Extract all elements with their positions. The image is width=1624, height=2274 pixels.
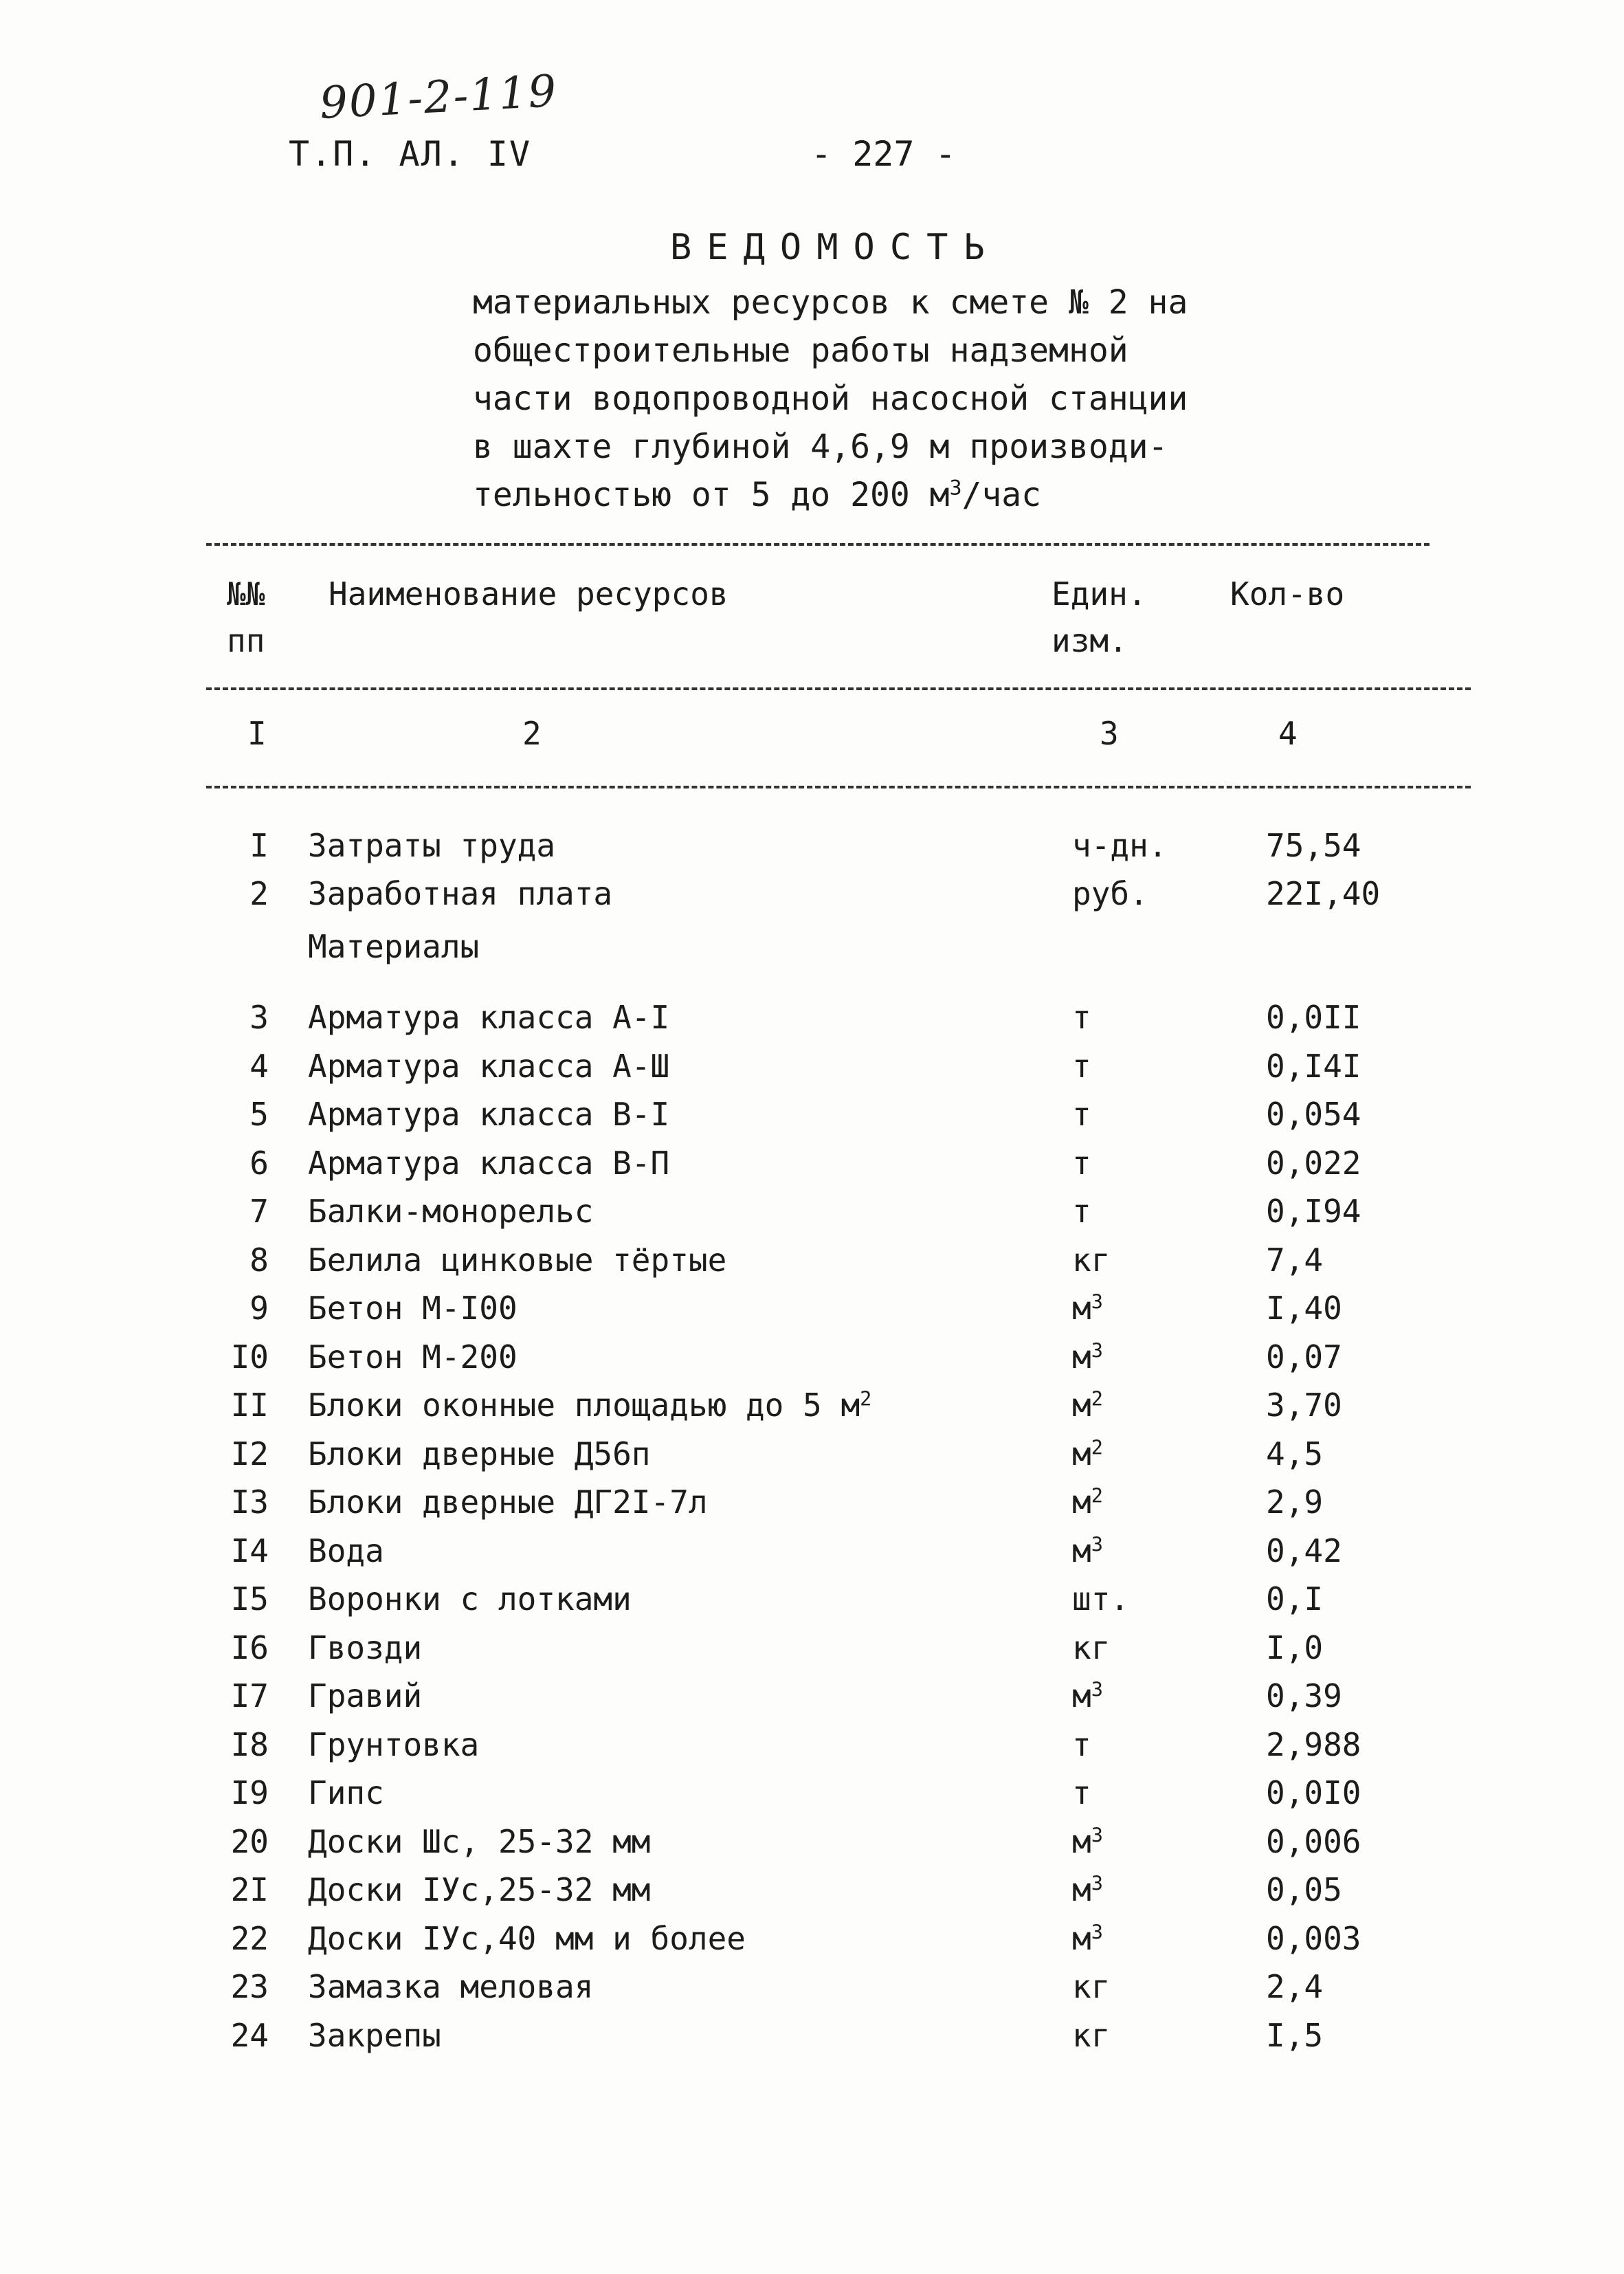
resource-name: Бетон М-I00 xyxy=(308,1290,518,1327)
resource-name: Заработная плата xyxy=(308,875,613,912)
row-number: I4 xyxy=(230,1532,269,1569)
row-number: I3 xyxy=(230,1483,269,1521)
table-row xyxy=(0,1090,1624,1138)
unit: кг xyxy=(1072,1241,1111,1279)
unit: $м^3$ xyxy=(1072,1677,1103,1714)
row-number: 9 xyxy=(249,1290,269,1327)
quantity: 0,I xyxy=(1266,1580,1324,1618)
row-number: 24 xyxy=(230,2016,269,2054)
table-row xyxy=(0,1333,1624,1381)
superscript: 2 xyxy=(1091,1387,1103,1411)
resource-name: Балки-монорельс xyxy=(308,1193,594,1230)
table-row xyxy=(0,1139,1624,1187)
unit: $м^3$ xyxy=(1072,1871,1103,1908)
unit: т xyxy=(1072,1774,1091,1811)
resource-name: Блоки оконные площадью до 5 $м^2$ xyxy=(308,1387,872,1424)
quantity: 0,42 xyxy=(1266,1532,1342,1569)
quantity: 7,4 xyxy=(1266,1241,1324,1279)
superscript: 3 xyxy=(1091,1532,1103,1556)
row-number: 22 xyxy=(230,1919,269,1957)
resource-name: Закрепы xyxy=(308,2016,441,2054)
handwritten-project-code: 901-2-119 xyxy=(318,65,559,130)
unit: т xyxy=(1072,1144,1091,1182)
unit: $м^2$ xyxy=(1072,1435,1103,1472)
superscript: 2 xyxy=(1091,1435,1103,1459)
header-unit xyxy=(1052,571,1146,664)
quantity: 0,05 xyxy=(1266,1871,1342,1908)
unit: т xyxy=(1072,1047,1091,1085)
row-number: I2 xyxy=(230,1435,269,1472)
row-number: II xyxy=(230,1387,269,1424)
unit: $м^3$ xyxy=(1072,1338,1103,1376)
unit: шт. xyxy=(1072,1580,1130,1618)
dashed-rule xyxy=(206,543,1430,546)
table-row xyxy=(0,1527,1624,1575)
table-row xyxy=(0,1624,1624,1672)
table-row xyxy=(0,1914,1624,1963)
unit: $м^3$ xyxy=(1072,1919,1103,1957)
row-number: 3 xyxy=(249,999,269,1036)
superscript: 2 xyxy=(1091,1484,1103,1508)
row-number: I5 xyxy=(230,1580,269,1618)
row-number: 2I xyxy=(230,1871,269,1908)
resource-name: Арматура класса В-П xyxy=(308,1144,670,1182)
quantity: 0,0I0 xyxy=(1266,1774,1361,1811)
unit: $м^3$ xyxy=(1072,1532,1103,1569)
quantity: 0,I94 xyxy=(1266,1193,1361,1230)
superscript: 3 xyxy=(1091,1872,1103,1895)
header-name: Наименование ресурсов xyxy=(329,575,728,612)
unit: $м^2$ xyxy=(1072,1387,1103,1424)
resource-name: Бетон М-200 xyxy=(308,1338,518,1376)
unit: кг xyxy=(1072,1629,1111,1666)
subtitle-line xyxy=(473,471,1188,519)
header-unit-line: Един. xyxy=(1052,575,1147,612)
row-number: I6 xyxy=(230,1629,269,1666)
resource-name: Блоки дверные ДГ2I-7л xyxy=(308,1483,708,1521)
unit: $м^3$ xyxy=(1072,1822,1103,1860)
resource-name: Арматура класса В-I xyxy=(308,1096,670,1133)
row-number: 2 xyxy=(249,875,269,912)
subtitle-line: материальных ресурсов к смете № 2 на xyxy=(473,283,1188,322)
row-number: I0 xyxy=(230,1338,269,1376)
row-number: I xyxy=(249,827,269,864)
quantity: 0,006 xyxy=(1266,1822,1361,1860)
header-unit-line: изм. xyxy=(1052,622,1128,659)
table-row xyxy=(0,1575,1624,1623)
row-number: 7 xyxy=(249,1193,269,1230)
resource-name: Доски IУс,40 мм и более xyxy=(308,1919,746,1957)
resource-name: Арматура класса А-I xyxy=(308,999,670,1036)
quantity: 0,07 xyxy=(1266,1338,1342,1376)
header-number-line: №№ xyxy=(227,575,265,612)
unit: т xyxy=(1072,999,1091,1036)
row-number: 4 xyxy=(249,1047,269,1085)
page-number: - 227 - xyxy=(811,134,956,174)
quantity: 2,988 xyxy=(1266,1725,1361,1763)
quantity: 0,003 xyxy=(1266,1919,1361,1957)
unit: т xyxy=(1072,1725,1091,1763)
document-title: ВЕДОМОСТЬ xyxy=(670,227,1000,268)
unit: т xyxy=(1072,1096,1091,1133)
header-number xyxy=(227,571,265,664)
resource-name: Доски Шс, 25-32 мм xyxy=(308,1822,651,1860)
quantity: 0,39 xyxy=(1266,1677,1342,1714)
table-row xyxy=(0,1769,1624,1817)
quantity: 22I,40 xyxy=(1266,875,1381,912)
header-quantity: Кол-во xyxy=(1230,575,1345,612)
table-row xyxy=(0,1284,1624,1332)
unit: кг xyxy=(1072,2016,1111,2054)
row-number: 6 xyxy=(249,1144,269,1182)
table-row xyxy=(0,1478,1624,1526)
table-row xyxy=(0,993,1624,1041)
row-number: I8 xyxy=(230,1725,269,1763)
subtitle-line: части водопроводной насосной станции xyxy=(473,379,1188,418)
column-number: 4 xyxy=(1278,715,1298,752)
table-row xyxy=(0,1042,1624,1090)
table-row xyxy=(0,1236,1624,1284)
quantity: 4,5 xyxy=(1266,1435,1324,1472)
unit: $м^3$ xyxy=(1072,1290,1103,1327)
row-number: 8 xyxy=(249,1241,269,1279)
resource-name: Гравий xyxy=(308,1677,423,1714)
quantity: I,5 xyxy=(1266,2016,1324,2054)
section-label: Материалы xyxy=(308,928,480,965)
row-number: 23 xyxy=(230,1968,269,2005)
series-label: Т.П. АЛ. IV xyxy=(289,134,532,174)
quantity: 0,022 xyxy=(1266,1144,1361,1182)
resource-name: Вода xyxy=(308,1532,384,1569)
subtitle-text: /час xyxy=(961,476,1042,514)
quantity: 0,054 xyxy=(1266,1096,1361,1133)
quantity: 3,70 xyxy=(1266,1387,1342,1424)
resource-name: Воронки с лотками xyxy=(308,1580,632,1618)
table-row xyxy=(0,2011,1624,2060)
superscript: 3 xyxy=(1091,1338,1103,1362)
unit: кг xyxy=(1072,1968,1111,2005)
resource-name: Грунтовка xyxy=(308,1725,480,1763)
subtitle-line: в шахте глубиной 4,6,9 м производи- xyxy=(473,428,1168,466)
column-number: 2 xyxy=(522,715,542,752)
table-row xyxy=(0,1430,1624,1478)
unit: т xyxy=(1072,1193,1091,1230)
superscript: 3 xyxy=(1091,1290,1103,1314)
superscript: 3 xyxy=(1091,1920,1103,1943)
resource-name: Арматура класса А-Ш xyxy=(308,1047,670,1085)
resource-name: Гипс xyxy=(308,1774,384,1811)
row-number: I9 xyxy=(230,1774,269,1811)
table-row xyxy=(0,1963,1624,2011)
table-row xyxy=(0,1818,1624,1866)
row-number: 5 xyxy=(249,1096,269,1133)
quantity: I,40 xyxy=(1266,1290,1342,1327)
table-row xyxy=(0,870,1624,918)
table-row xyxy=(0,1381,1624,1429)
quantity: 2,4 xyxy=(1266,1968,1324,2005)
unit: $м^2$ xyxy=(1072,1483,1103,1521)
dashed-rule xyxy=(206,786,1471,788)
superscript: 3 xyxy=(1091,1678,1103,1701)
quantity: I,0 xyxy=(1266,1629,1324,1666)
table-row xyxy=(0,1866,1624,1914)
quantity: 0,I4I xyxy=(1266,1047,1361,1085)
document-subtitle xyxy=(473,278,1188,519)
subtitle-text: тельностью от 5 до 200 м xyxy=(473,476,950,514)
quantity: 0,0II xyxy=(1266,999,1361,1036)
column-number: I xyxy=(247,715,267,752)
resource-name: Замазка меловая xyxy=(308,1968,594,2005)
unit: руб. xyxy=(1072,875,1148,912)
superscript: 3 xyxy=(1091,1823,1103,1846)
resource-name: Блоки дверные Д56п xyxy=(308,1435,651,1472)
table-row xyxy=(0,1187,1624,1235)
header-number-line: пп xyxy=(227,622,265,659)
resource-name: Белила цинковые тёртые xyxy=(308,1241,727,1279)
table-row xyxy=(0,1672,1624,1720)
unit: ч-дн. xyxy=(1072,827,1168,864)
resource-name: Затраты труда xyxy=(308,827,556,864)
row-number: I7 xyxy=(230,1677,269,1714)
quantity: 75,54 xyxy=(1266,827,1361,864)
dashed-rule xyxy=(206,687,1471,690)
subtitle-line: общестроительные работы надземной xyxy=(473,331,1128,370)
table-row xyxy=(0,821,1624,870)
table-row xyxy=(0,1721,1624,1769)
resource-name: Гвозди xyxy=(308,1629,423,1666)
superscript: 2 xyxy=(860,1387,872,1411)
resource-name: Доски IУс,25-32 мм xyxy=(308,1871,651,1908)
subtitle-superscript: 3 xyxy=(949,476,962,500)
quantity: 2,9 xyxy=(1266,1483,1324,1521)
column-number: 3 xyxy=(1100,715,1119,752)
row-number: 20 xyxy=(230,1822,269,1860)
